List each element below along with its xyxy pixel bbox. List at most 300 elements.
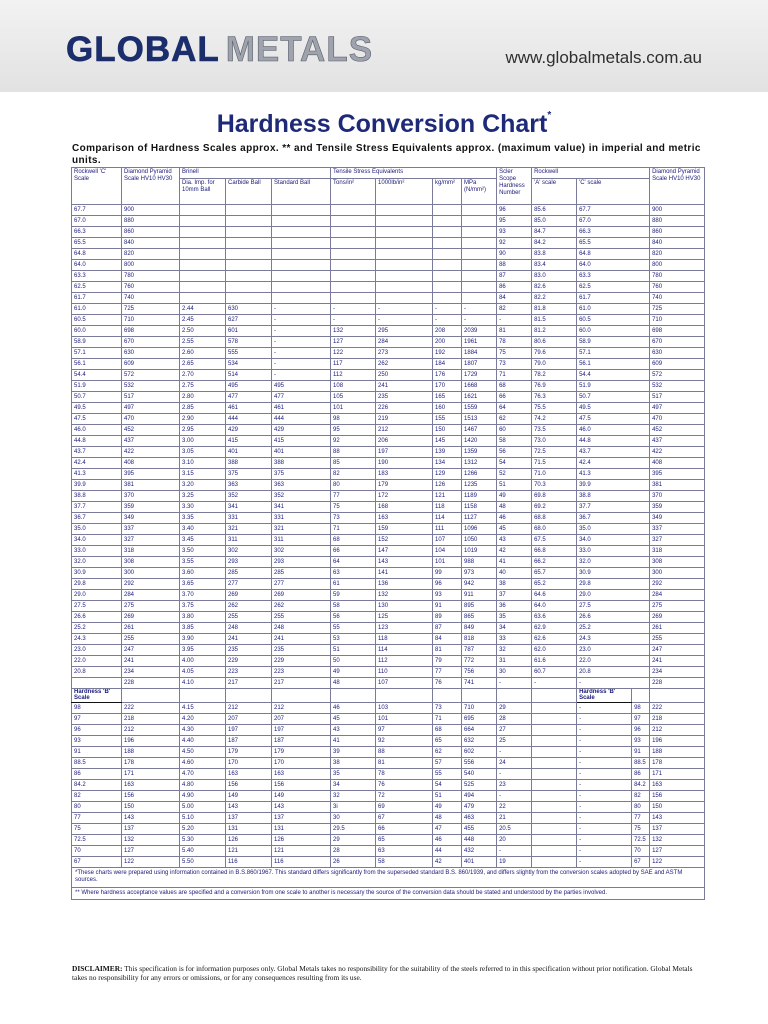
- table-cell: 96: [497, 204, 532, 215]
- table-cell: 234: [650, 666, 705, 677]
- table-cell: 81: [433, 644, 462, 655]
- table-cell: [532, 823, 577, 834]
- table-cell: 800: [650, 259, 705, 270]
- table-cell: 123: [376, 622, 433, 633]
- table-row: [72, 281, 705, 292]
- table-cell: 61.0: [577, 303, 650, 314]
- table-cell: 79: [433, 655, 462, 666]
- table-cell: 38.8: [72, 490, 122, 501]
- table-cell: 75: [72, 823, 122, 834]
- table-cell: 44.8: [72, 435, 122, 446]
- table-cell: 91: [632, 746, 650, 757]
- table-cell: 110: [376, 666, 433, 677]
- table-cell: -: [577, 702, 632, 713]
- table-cell: 121: [272, 845, 331, 856]
- footnote-1: *These charts were prepared using information contained in B.S.860/1967. This standard differs significantly from the superseded standard B.S. 860/1939, and differs slightly from the conversion scales adopted by SAE and ASTM sources.: [72, 867, 705, 887]
- table-cell: 32.0: [577, 556, 650, 567]
- table-cell: 532: [122, 380, 180, 391]
- table-cell: 159: [376, 523, 433, 534]
- table-cell: 23.0: [577, 644, 650, 655]
- table-cell: 64.0: [72, 259, 122, 270]
- table-cell: [433, 226, 462, 237]
- table-cell: 1359: [462, 446, 497, 457]
- table-cell: -: [577, 823, 632, 834]
- table-cell: 860: [122, 226, 180, 237]
- table-cell: 49: [497, 490, 532, 501]
- table-cell: 126: [272, 834, 331, 845]
- table-cell: 860: [650, 226, 705, 237]
- table-cell: 46.0: [577, 424, 650, 435]
- table-cell: 70: [632, 845, 650, 856]
- table-cell: 38: [497, 578, 532, 589]
- table-cell: 76: [376, 779, 433, 790]
- table-cell: 20: [497, 834, 532, 845]
- table-cell: 415: [272, 435, 331, 446]
- table-cell: 64: [497, 402, 532, 413]
- table-cell: -: [272, 347, 331, 358]
- table-cell: 35: [497, 611, 532, 622]
- table-cell: 172: [376, 490, 433, 501]
- table-cell: 3.95: [180, 644, 226, 655]
- table-cell: [226, 248, 272, 259]
- table-cell: 241: [122, 655, 180, 666]
- table-cell: 20.8: [577, 666, 650, 677]
- title-text: Hardness Conversion Chart: [216, 110, 548, 138]
- table-cell: 401: [272, 446, 331, 457]
- table-cell: 143: [650, 812, 705, 823]
- table-cell: [532, 801, 577, 812]
- table-cell: 2.60: [180, 347, 226, 358]
- table-cell: 46: [331, 702, 376, 713]
- table-cell: 176: [433, 369, 462, 380]
- table-cell: 60.0: [72, 325, 122, 336]
- table-row: [72, 402, 705, 413]
- table-cell: 121: [226, 845, 272, 856]
- table-cell: -: [577, 724, 632, 735]
- table-cell: 179: [272, 746, 331, 757]
- table-row: [72, 380, 705, 391]
- table-cell: 29.5: [331, 823, 376, 834]
- table-cell: 93: [497, 226, 532, 237]
- table-cell: 602: [462, 746, 497, 757]
- table-cell: 2039: [462, 325, 497, 336]
- table-cell: 63.3: [577, 270, 650, 281]
- table-cell: 1961: [462, 336, 497, 347]
- table-cell: 70.3: [532, 479, 577, 490]
- table-cell: 40: [497, 567, 532, 578]
- table-cell: 217: [272, 677, 331, 688]
- table-cell: 122: [331, 347, 376, 358]
- table-cell: 29: [497, 702, 532, 713]
- table-cell: 988: [462, 556, 497, 567]
- table-cell: 54.4: [72, 369, 122, 380]
- table-cell: 359: [650, 501, 705, 512]
- table-cell: 47: [433, 823, 462, 834]
- table-cell: 710: [122, 314, 180, 325]
- table-cell: 81.8: [532, 303, 577, 314]
- table-cell: 880: [122, 215, 180, 226]
- table-cell: 60.0: [577, 325, 650, 336]
- table-cell: 695: [462, 713, 497, 724]
- table-cell: 71.0: [532, 468, 577, 479]
- table-cell: 44: [433, 845, 462, 856]
- table-cell: 69: [376, 801, 433, 812]
- table-cell: 3.85: [180, 622, 226, 633]
- table-cell: 75: [632, 823, 650, 834]
- table-cell: 20.8: [72, 666, 122, 677]
- table-cell: 48: [331, 677, 376, 688]
- table-cell: 29.0: [577, 589, 650, 600]
- table-cell: 165: [433, 391, 462, 402]
- table-cell: 670: [122, 336, 180, 347]
- table-cell: 911: [462, 589, 497, 600]
- table-cell: 228: [122, 677, 180, 688]
- table-cell: 134: [433, 457, 462, 468]
- table-cell: 171: [650, 768, 705, 779]
- table-cell: 2.44: [180, 303, 226, 314]
- table-cell: 269: [122, 611, 180, 622]
- table-row: [72, 270, 705, 281]
- table-cell: 69.8: [532, 490, 577, 501]
- table-cell: 2.70: [180, 369, 226, 380]
- table-cell: -: [272, 325, 331, 336]
- table-cell: 26.6: [577, 611, 650, 622]
- table-cell: 107: [433, 534, 462, 545]
- table-cell: 24.3: [72, 633, 122, 644]
- table-cell: [226, 281, 272, 292]
- table-cell: 375: [226, 468, 272, 479]
- table-cell: 30: [331, 812, 376, 823]
- table-cell: 82: [331, 468, 376, 479]
- table-cell: 3.20: [180, 479, 226, 490]
- table-row: [72, 735, 705, 746]
- table-cell: 50.7: [72, 391, 122, 402]
- table-cell: [532, 856, 577, 867]
- table-row: [72, 512, 705, 523]
- table-cell: [331, 281, 376, 292]
- col-header-kg-mm2: kg/mm²: [433, 178, 462, 204]
- table-cell: 26: [331, 856, 376, 867]
- table-cell: 47.5: [577, 413, 650, 424]
- table-row: [72, 347, 705, 358]
- table-cell: 448: [462, 834, 497, 845]
- table-cell: [532, 735, 577, 746]
- table-cell: 88: [331, 446, 376, 457]
- table-cell: 82: [72, 790, 122, 801]
- table-cell: 67.0: [72, 215, 122, 226]
- table-cell: [180, 248, 226, 259]
- table-cell: 75: [497, 347, 532, 358]
- table-cell: 477: [272, 391, 331, 402]
- table-cell: [376, 248, 433, 259]
- table-cell: 55: [433, 768, 462, 779]
- table-cell: 292: [122, 578, 180, 589]
- table-cell: 72: [376, 790, 433, 801]
- table-cell: 973: [462, 567, 497, 578]
- table-row: [72, 845, 705, 856]
- table-cell: 61.7: [72, 292, 122, 303]
- table-cell: -: [376, 314, 433, 325]
- table-cell: 609: [650, 358, 705, 369]
- table-cell: 137: [272, 812, 331, 823]
- table-cell: [272, 204, 331, 215]
- table-cell: 900: [122, 204, 180, 215]
- table-cell: 49: [331, 666, 376, 677]
- table-cell: 75: [331, 501, 376, 512]
- table-cell: -: [577, 856, 632, 867]
- table-cell: 284: [122, 589, 180, 600]
- table-cell: 381: [122, 479, 180, 490]
- table-cell: 53: [331, 633, 376, 644]
- table-cell: 261: [122, 622, 180, 633]
- table-cell: 255: [272, 611, 331, 622]
- table-row: [72, 215, 705, 226]
- table-cell: 3i: [331, 801, 376, 812]
- table-cell: 76: [433, 677, 462, 688]
- table-cell: 49.5: [72, 402, 122, 413]
- table-cell: 218: [122, 713, 180, 724]
- table-cell: 4.90: [180, 790, 226, 801]
- table-cell: 630: [226, 303, 272, 314]
- table-cell: -: [577, 713, 632, 724]
- table-cell: 1050: [462, 534, 497, 545]
- table-cell: 71: [497, 369, 532, 380]
- table-cell: 262: [376, 358, 433, 369]
- table-cell: 275: [650, 600, 705, 611]
- table-cell: 479: [462, 801, 497, 812]
- table-cell: [226, 270, 272, 281]
- table-cell: 30.9: [577, 567, 650, 578]
- table-row: [72, 567, 705, 578]
- table-cell: 58: [331, 600, 376, 611]
- table-cell: 152: [376, 534, 433, 545]
- table-cell: 235: [376, 391, 433, 402]
- table-cell: 79.6: [532, 347, 577, 358]
- table-cell: 42.4: [72, 457, 122, 468]
- table-cell: 3.55: [180, 556, 226, 567]
- table-cell: 1096: [462, 523, 497, 534]
- table-cell: 349: [122, 512, 180, 523]
- table-cell: 4.20: [180, 713, 226, 724]
- table-cell: 308: [122, 556, 180, 567]
- table-cell: 29.0: [72, 589, 122, 600]
- table-cell: 92: [376, 735, 433, 746]
- logo-text-global: GLOBAL: [66, 30, 220, 69]
- table-cell: -: [497, 314, 532, 325]
- table-cell: 375: [272, 468, 331, 479]
- table-cell: 207: [272, 713, 331, 724]
- table-cell: 37.7: [72, 501, 122, 512]
- table-cell: 41.3: [577, 468, 650, 479]
- table-cell: 125: [376, 611, 433, 622]
- table-cell: 341: [272, 501, 331, 512]
- table-cell: 269: [272, 589, 331, 600]
- table-cell: -: [433, 314, 462, 325]
- table-cell: 34: [497, 622, 532, 633]
- table-cell: 255: [122, 633, 180, 644]
- table-cell: 132: [331, 325, 376, 336]
- table-cell: [433, 292, 462, 303]
- table-cell: 5.40: [180, 845, 226, 856]
- table-cell: 29.8: [72, 578, 122, 589]
- table-cell: 293: [226, 556, 272, 567]
- table-cell: 43: [331, 724, 376, 735]
- table-cell: 4.30: [180, 724, 226, 735]
- table-body-b-scale: [72, 702, 705, 867]
- table-cell: 432: [462, 845, 497, 856]
- table-cell: 525: [462, 779, 497, 790]
- table-cell: [462, 281, 497, 292]
- table-row: [72, 779, 705, 790]
- table-row: [72, 237, 705, 248]
- table-cell: 50.7: [577, 391, 650, 402]
- table-cell: 461: [226, 402, 272, 413]
- table-cell: 725: [650, 303, 705, 314]
- table-cell: 292: [650, 578, 705, 589]
- table-row: [72, 446, 705, 457]
- table-cell: 229: [226, 655, 272, 666]
- table-header-row-1: [72, 168, 705, 179]
- table-cell: [532, 790, 577, 801]
- table-row: [72, 589, 705, 600]
- table-cell: -: [577, 845, 632, 856]
- table-cell: 5.30: [180, 834, 226, 845]
- table-cell: 118: [376, 633, 433, 644]
- table-cell: 132: [650, 834, 705, 845]
- table-cell: [331, 226, 376, 237]
- table-cell: 168: [376, 501, 433, 512]
- table-cell: [462, 204, 497, 215]
- table-row: [72, 633, 705, 644]
- table-cell: 41: [331, 735, 376, 746]
- table-cell: 255: [650, 633, 705, 644]
- table-cell: 207: [226, 713, 272, 724]
- table-cell: 73: [331, 512, 376, 523]
- table-cell: 43.7: [72, 446, 122, 457]
- table-cell: [376, 259, 433, 270]
- table-cell: 250: [376, 369, 433, 380]
- table-cell: [226, 215, 272, 226]
- table-cell: 57.1: [577, 347, 650, 358]
- table-cell: 105: [331, 391, 376, 402]
- table-cell: 84: [497, 292, 532, 303]
- table-cell: [462, 237, 497, 248]
- table-cell: 33.0: [72, 545, 122, 556]
- table-cell: 83.8: [532, 248, 577, 259]
- table-cell: 54: [497, 457, 532, 468]
- table-cell: 415: [226, 435, 272, 446]
- table-cell: 61.7: [577, 292, 650, 303]
- table-cell: 3.05: [180, 446, 226, 457]
- table-cell: 235: [226, 644, 272, 655]
- table-cell: 97: [72, 713, 122, 724]
- table-cell: 578: [226, 336, 272, 347]
- table-cell: 452: [650, 424, 705, 435]
- table-cell: 21: [497, 812, 532, 823]
- table-cell: 5.20: [180, 823, 226, 834]
- table-cell: 156: [650, 790, 705, 801]
- website-url[interactable]: www.globalmetals.com.au: [505, 48, 702, 67]
- table-cell: 30: [497, 666, 532, 677]
- table-cell: 36.7: [577, 512, 650, 523]
- table-cell: [532, 757, 577, 768]
- table-cell: 98: [331, 413, 376, 424]
- table-cell: 497: [122, 402, 180, 413]
- table-cell: 800: [122, 259, 180, 270]
- table-cell: 76.9: [532, 380, 577, 391]
- table-cell: 45: [331, 713, 376, 724]
- table-cell: 170: [226, 757, 272, 768]
- table-cell: 63: [331, 567, 376, 578]
- table-cell: 1312: [462, 457, 497, 468]
- table-cell: 67: [72, 856, 122, 867]
- table-cell: 61.0: [72, 303, 122, 314]
- table-cell: 96: [433, 578, 462, 589]
- table-cell: 41: [497, 556, 532, 567]
- col-header-mpa: MPa (N/mm²): [462, 178, 497, 204]
- col-header-c-scale: 'C' scale: [577, 178, 650, 204]
- col-header-dia-imp: Dia. Imp. for 10mm Ball: [180, 178, 226, 204]
- table-cell: 197: [226, 724, 272, 735]
- table-cell: [272, 215, 331, 226]
- table-cell: 58.9: [72, 336, 122, 347]
- table-cell: 63.6: [532, 611, 577, 622]
- table-cell: 756: [462, 666, 497, 677]
- table-cell: 163: [376, 512, 433, 523]
- table-cell: 41.3: [72, 468, 122, 479]
- table-row: [72, 534, 705, 545]
- table-cell: 23.0: [72, 644, 122, 655]
- table-cell: 87: [497, 270, 532, 281]
- table-cell: 188: [122, 746, 180, 757]
- table-cell: 895: [462, 600, 497, 611]
- table-cell: 66: [497, 391, 532, 402]
- table-cell: 3.60: [180, 567, 226, 578]
- table-row: [72, 523, 705, 534]
- table-cell: 184: [433, 358, 462, 369]
- table-cell: [331, 215, 376, 226]
- table-cell: -: [577, 757, 632, 768]
- table-row: [72, 823, 705, 834]
- table-cell: 51.9: [577, 380, 650, 391]
- table-cell: 49: [433, 801, 462, 812]
- table-cell: 277: [272, 578, 331, 589]
- table-cell: 3.00: [180, 435, 226, 446]
- table-cell: 145: [433, 435, 462, 446]
- table-notes: [72, 867, 705, 900]
- table-cell: 370: [122, 490, 180, 501]
- table-cell: 73.5: [532, 424, 577, 435]
- table-cell: 437: [122, 435, 180, 446]
- table-cell: 129: [433, 468, 462, 479]
- table-cell: [433, 204, 462, 215]
- table-cell: 370: [650, 490, 705, 501]
- table-cell: 66.3: [577, 226, 650, 237]
- col-header-rockwell-c: Rockwell 'C' Scale: [72, 168, 122, 205]
- table-cell: 223: [272, 666, 331, 677]
- table-cell: 68: [331, 534, 376, 545]
- col-header-a-scale: 'A' scale: [532, 178, 577, 204]
- table-cell: 4.60: [180, 757, 226, 768]
- table-cell: 455: [462, 823, 497, 834]
- table-cell: 572: [122, 369, 180, 380]
- table-cell: 28: [497, 713, 532, 724]
- table-cell: 83.4: [532, 259, 577, 270]
- table-cell: 82.2: [532, 292, 577, 303]
- table-cell: 284: [376, 336, 433, 347]
- table-cell: 32: [497, 644, 532, 655]
- footnote-2: ** Where hardness acceptance values are specified and a conversion from one scale to another is necessary the source of the conversion data should be stated and understood by the parties involved.: [72, 887, 705, 900]
